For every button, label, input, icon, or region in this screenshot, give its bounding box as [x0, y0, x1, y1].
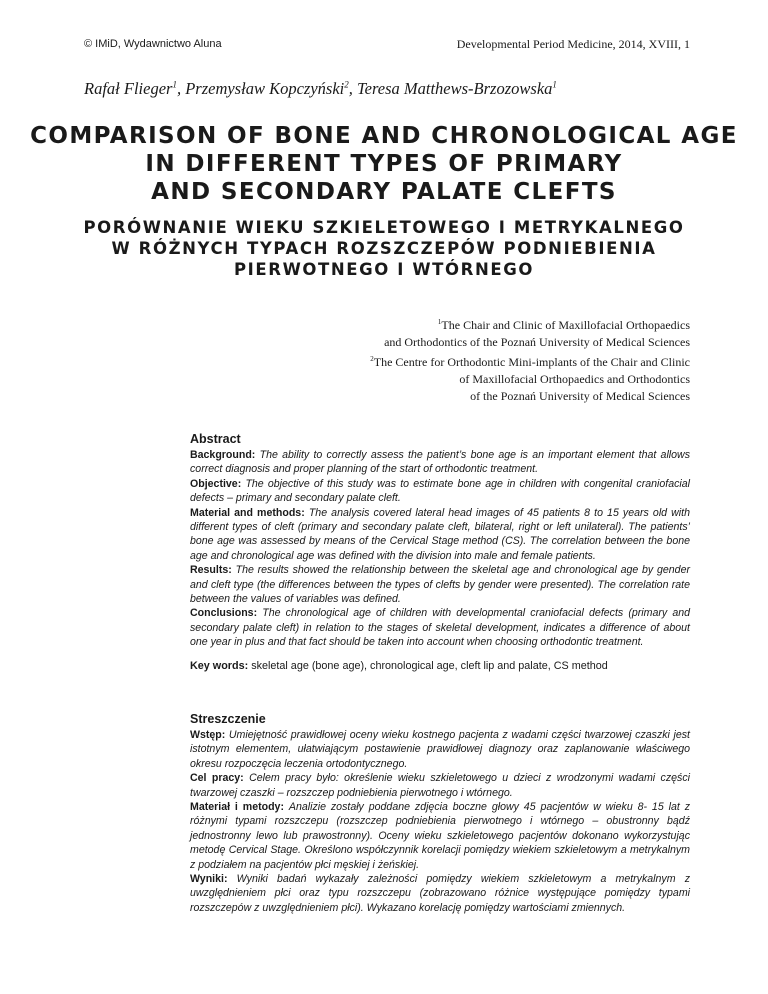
para-label: Materiał i metody:	[190, 801, 284, 814]
para-label: Objective:	[190, 477, 242, 490]
affil-text: The Chair and Clinic of Maxillofacial Orthopaedics	[441, 318, 690, 332]
para-text: The objective of this study was to estimate bone age in children with congenital craniofacial defects – primary and secondary palate cleft.	[190, 477, 690, 505]
keywords-text: skeletal age (bone age), chronological age, cleft lip and palate, CS method	[251, 660, 608, 672]
affil-text: of Maxillofacial Orthopaedics and Orthodontics	[459, 372, 690, 386]
author-name: Przemysław Kopczyński	[185, 79, 345, 98]
keywords	[190, 660, 608, 672]
para-label: Cel pracy:	[190, 772, 244, 785]
abstract-paragraph	[190, 448, 690, 477]
para-label: Conclusions:	[190, 607, 258, 620]
title-polish	[0, 217, 768, 280]
para-label: Wstęp:	[190, 729, 226, 741]
para-text: Celem pracy było: określenie wieku szkieletowego u dzieci z wrodzonymi wadami części twarzowej czaszki – rozszczep podniebienia pierwotnego i wtórnego.	[190, 772, 690, 799]
abstract-paragraph	[190, 606, 690, 649]
affiliation-line	[370, 351, 690, 371]
streszczenie-paragraph	[190, 728, 690, 771]
para-label: Wyniki:	[190, 873, 228, 886]
author-affil-sup: 1	[552, 79, 557, 90]
abstract-paragraph	[190, 506, 690, 564]
para-text: The analysis covered lateral head images of 45 patients 8 to 15 years old with different types of cleft (primary and secondary palate cleft, bilateral, right or left unilateral). The patients’ bone age was assessed by means of the Cervical Stage method (CS). The correlation between the bone age and chronological age was defined with the division into male and female patients.	[190, 506, 690, 562]
journal-citation: Developmental Period Medicine, 2014, XVIII, 1	[456, 37, 690, 51]
title-line: IN DIFFERENT TYPES OF PRIMARY	[145, 151, 623, 177]
streszczenie-paragraph	[190, 800, 690, 872]
title-english	[0, 122, 768, 206]
journal-copyright: © IMiD, Wydawnictwo Aluna	[84, 38, 222, 50]
author-name: Teresa Matthews-Brzozowska	[356, 79, 553, 98]
abstract-paragraph	[190, 477, 690, 506]
affil-text: The Centre for Orthodontic Mini-implants of the Chair and Clinic	[373, 355, 690, 369]
author-name: Rafał Flieger	[84, 79, 173, 98]
affiliation-line	[370, 334, 690, 351]
title-line: W RÓŻNYCH TYPACH ROZSZCZEPÓW PODNIEBIENIA	[111, 239, 657, 258]
affiliation-line	[370, 371, 690, 388]
para-text: Umiejętność prawidłowej oceny wieku kostnego pacjenta z wadami części twarzowej czaszki jest istotnym elementem, ułatwiającym postawienie prawidłowej diagnozy oraz zaplanowanie właściwego okresu rozpoczęcia leczenia ortodontycznego.	[190, 729, 690, 770]
affil-text: of the Poznań University of Medical Sciences	[470, 389, 690, 403]
title-line: AND SECONDARY PALATE CLEFTS	[151, 179, 617, 205]
para-text: The ability to correctly assess the patient’s bone age is an important element that allows correct diagnosis and proper planning of the start of orthodontic treatment.	[190, 449, 690, 476]
title-line: COMPARISON OF BONE AND CHRONOLOGICAL AGE	[30, 123, 738, 149]
affiliation-line	[370, 314, 690, 334]
author-affil-sup: 2	[344, 79, 349, 90]
affil-text: and Orthodontics of the Poznań University of Medical Sciences	[384, 335, 690, 349]
para-text: Analizie zostały poddane zdjęcia boczne głowy 45 pacjentów w wieku 8- 15 lat z różnymi typami rozszczepu (rozszczep podniebienia pierwotnego i wtórnego – obustronny bądź jednostronny lewo lub prawostronny). Oceny wieku szkieletowego pacjentów dokonano wykorzystując metodę Cervical Stage. Określono współczynnik korelacji pomiędzy wiekiem szkieletowym a metrykalnym z podziałem na pacjentów płci męskiej i żeńskiej.	[190, 801, 690, 871]
para-label: Material and methods:	[190, 506, 305, 519]
para-text: Wyniki badań wykazały zależności pomiędzy wiekiem szkieletowym a metrykalnym z uwzględnieniem płci oraz typu rozszczepu (zobrazowano różnice występujące pomiędzy typami rozszczepów z uwzględnieniem płci). Wykazano korelację pomiędzy wartościami zmiennych.	[190, 873, 690, 914]
author-affil-sup: 1	[172, 79, 177, 90]
title-line: PIERWOTNEGO I WTÓRNEGO	[233, 260, 534, 279]
para-label: Background:	[190, 449, 256, 461]
streszczenie-heading: Streszczenie	[190, 712, 266, 726]
affil-sup: 1	[437, 318, 442, 326]
abstract-heading: Abstract	[190, 432, 241, 446]
keywords-label: Key words:	[190, 660, 249, 672]
author-list: Rafał Flieger$^1$, Przemysław Kopczyński$^2$, Teresa Matthews-Brzozowska$^1$	[84, 79, 557, 98]
abstract-paragraph	[190, 563, 690, 606]
title-line: PORÓWNANIE WIEKU SZKIELETOWEGO I METRYKALNEGO	[83, 218, 685, 237]
streszczenie-section	[190, 712, 690, 915]
affiliations	[370, 314, 690, 405]
para-text: The chronological age of children with developmental craniofacial defects (primary and secondary palate cleft) in relation to the stages of skeletal development, indicates a difference of about one year in plus and that fact should be taken into account when choosing orthodontic treatment.	[190, 607, 690, 649]
streszczenie-paragraph	[190, 771, 690, 800]
streszczenie-paragraph	[190, 872, 690, 915]
abstract-section	[190, 432, 690, 650]
affil-sup: 2	[370, 355, 374, 363]
para-label: Results:	[190, 564, 232, 577]
affiliation-line	[370, 388, 690, 405]
para-text: The results showed the relationship between the skeletal age and chronological age by gender and cleft type (the differences between the types of clefts by gender were presented). The correlation rate between the values of variables was defined.	[190, 564, 690, 606]
